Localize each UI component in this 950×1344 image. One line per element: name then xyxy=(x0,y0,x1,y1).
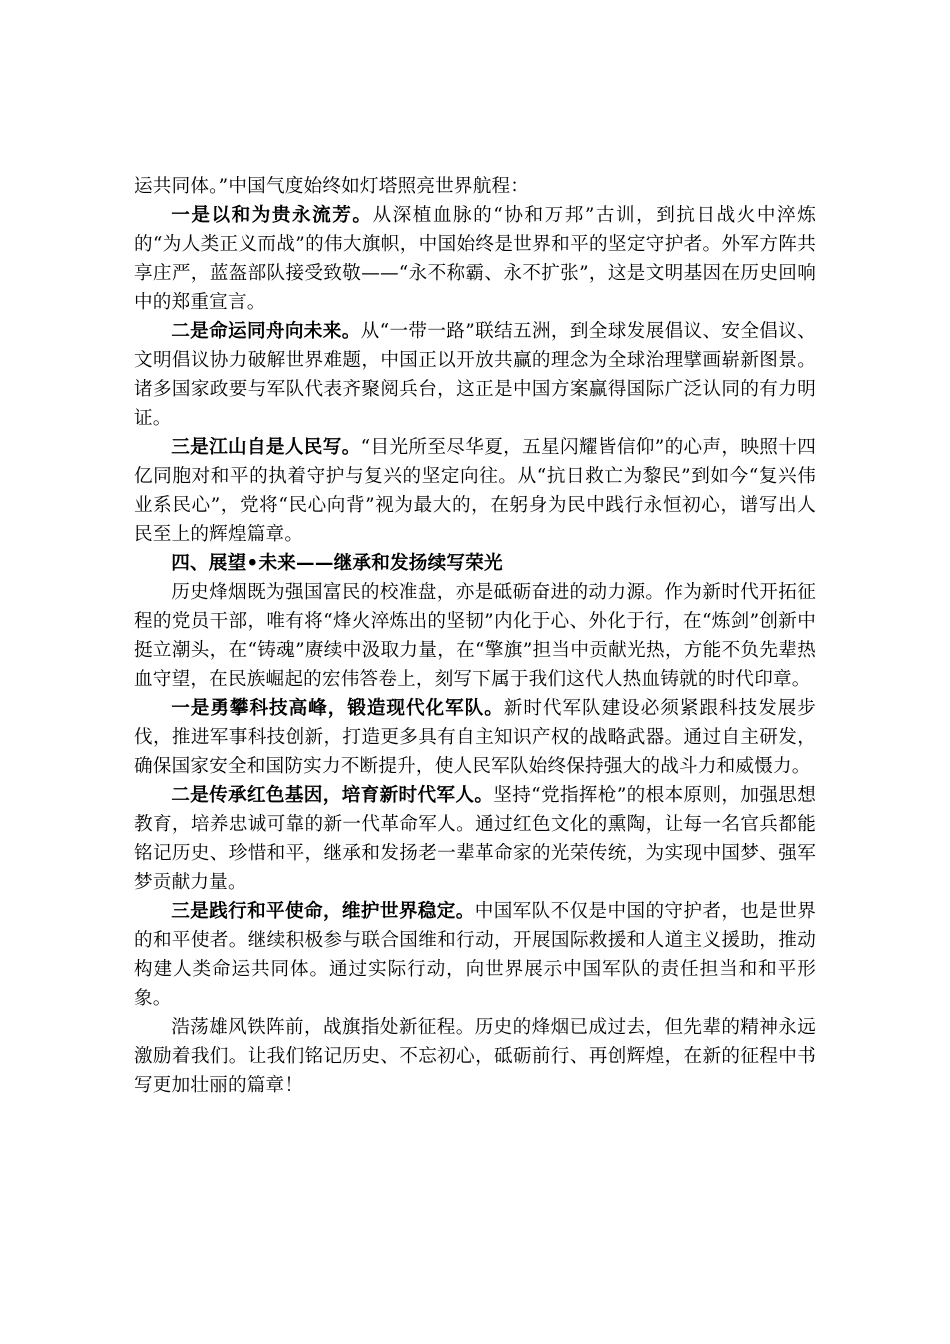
paragraph-text: 中国军队不仅是中国的守护者，也是世界的和平使者。继续积极参与联合国维和行动，开展国际救援和人道主义援助，推动构建人类命运共同体。通过实际行动，向世界展示中国军队的责任担当和和平形象。 xyxy=(134,901,817,1009)
paragraph-point-5 xyxy=(134,781,816,897)
paragraph-text: “目光所至尽华夏，五星闪耀皆信仰”的心声，映照十四亿同胞对和平的执着守护与复兴的坚定向往。从“抗日救亡为黎民”到如今“复兴伟业系民心”，党将“民心向背”视为最大的，在躬身为民中践行永恒初心，谱写出人民至上的辉煌篇章。 xyxy=(134,437,816,545)
paragraph-lead: 一是勇攀科技高峰，锻造现代化军队。 xyxy=(171,698,504,719)
paragraph-text: 新时代军队建设必须紧跟科技发展步伐，推进军事科技创新，打造更多具有自主知识产权的战略武器。通过自主研发，确保国家安全和国防实力不断提升，使人民军队始终保持强大的战斗力和威慑力。 xyxy=(134,698,817,777)
paragraph-text: 坚持“党指挥枪”的根本原则，加强思想教育，培养忠诚可靠的新一代革命军人。通过红色文化的熏陶，让每一名官兵都能铭记历史、珍惜和平，继承和发扬老一辈革命家的光荣传统，为实现中国梦、强军梦贡献力量。 xyxy=(134,785,816,893)
paragraph-continuation xyxy=(134,172,816,201)
paragraph-text: 从“一带一路”联结五洲，到全球发展倡议、安全倡议、文明倡议协力破解世界难题，中国正以开放共赢的理念为全球治理擘画崭新图景。诸多国家政要与军队代表齐聚阅兵台，这正是中国方案赢得国际广泛认同的有力明证。 xyxy=(134,321,816,429)
paragraph-point-2 xyxy=(134,317,816,433)
paragraph-conclusion xyxy=(134,1013,816,1100)
paragraph-text: 浩荡雄风铁阵前，战旗指处新征程。历史的烽烟已成过去，但先辈的精神永远激励着我们。让我们铭记历史、不忘初心，砥砺前行、再创辉煌，在新的征程中书写更加壮丽的篇章！ xyxy=(134,1017,816,1096)
paragraph-point-4 xyxy=(134,694,816,781)
paragraph-point-6 xyxy=(134,897,816,1013)
paragraph-point-3 xyxy=(134,433,816,549)
paragraph-lead: 二是传承红色基因，培育新时代军人。 xyxy=(171,785,494,806)
paragraph-text: 历史烽烟既为强国富民的校准盘，亦是砥砺奋进的动力源。作为新时代开拓征程的党员干部，唯有将“烽火淬炼出的坚韧”内化于心、外化于行，在“炼剑”创新中挺立潮头，在“铸魂”赓续中汲取力量，在“擎旗”担当中贡献光热，方能不负先辈热血守望，在民族崛起的宏伟答卷上，刻写下属于我们这代人热血铸就的时代印章。 xyxy=(134,582,816,690)
paragraph-point-1 xyxy=(134,201,816,317)
paragraph-text: 从深植血脉的“协和万邦”古训，到抗日战火中淬炼的“为人类正义而战”的伟大旗帜，中国始终是世界和平的坚定守护者。外军方阵共享庄严，蓝盔部队接受致敬——“永不称霸、永不扩张”，这是文明基因在历史回响中的郑重宣言。 xyxy=(134,205,816,313)
paragraph-text: 运共同体。”中国气度始终如灯塔照亮世界航程： xyxy=(134,176,530,197)
paragraph-lead: 三是践行和平使命，维护世界稳定。 xyxy=(171,901,475,922)
paragraph-lead: 二是命运同舟向未来。 xyxy=(171,321,361,342)
paragraph-lead: 一是以和为贵永流芳。 xyxy=(171,205,373,226)
paragraph-intro xyxy=(134,578,816,694)
section-heading: 四、展望•未来——继承和发扬续写荣光 xyxy=(171,553,503,574)
paragraph-lead: 三是江山自是人民写。 xyxy=(171,437,361,458)
